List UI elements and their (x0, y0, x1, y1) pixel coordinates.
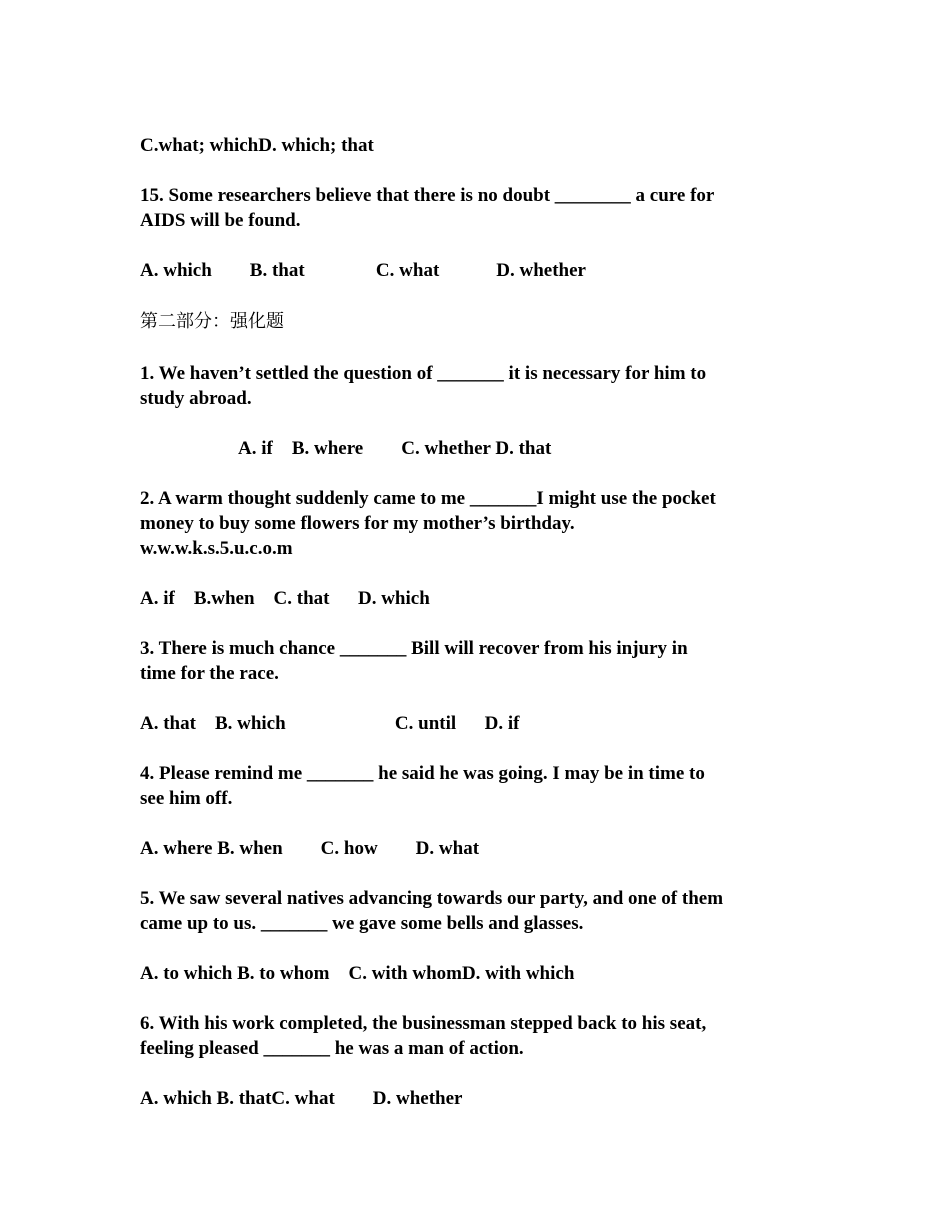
question-2-stem-line-2: money to buy some flowers for my mother’s birthday. (140, 513, 575, 534)
question-2-stem-line-3: w.w.w.k.s.5.u.c.o.m (140, 538, 293, 559)
question-5-options: A. to which B. to whom C. with whomD. with which (140, 963, 575, 984)
question-1-stem-line-1: 1. We haven’t settled the question of _______ it is necessary for him to (140, 363, 707, 384)
question-2-options: A. if B.when C. that D. which (140, 588, 430, 609)
question-15-options: A. which B. that C. what D. whether (140, 260, 586, 281)
question-4-stem-line-2: see him off. (140, 788, 233, 809)
question-4-options: A. where B. when C. how D. what (140, 838, 480, 859)
question-1-options: A. if B. where C. whether D. that (238, 438, 552, 459)
question-6-stem-line-2: feeling pleased _______ he was a man of action. (140, 1038, 524, 1059)
section-2-title: 第二部分：强化题 (140, 311, 284, 332)
question-4-stem-line-1: 4. Please remind me _______ he said he was going. I may be in time to (140, 763, 705, 784)
question-15-stem-line-1: 15. Some researchers believe that there is no doubt ________ a cure for (140, 185, 715, 206)
question-3-stem-line-2: time for the race. (140, 663, 279, 684)
question-5-stem-line-2: came up to us. _______ we gave some bells and glasses. (140, 913, 584, 934)
question-6-options: A. which B. thatC. what D. whether (140, 1088, 463, 1109)
question-1-stem-line-2: study abroad. (140, 388, 252, 409)
question-6-stem-line-1: 6. With his work completed, the businessman stepped back to his seat, (140, 1013, 707, 1034)
question-2-stem-line-1: 2. A warm thought suddenly came to me _______I might use the pocket (140, 488, 716, 509)
question-15-stem-line-2: AIDS will be found. (140, 210, 301, 231)
question-3-stem-line-1: 3. There is much chance _______ Bill will recover from his injury in (140, 638, 688, 659)
question-3-options: A. that B. which C. until D. if (140, 713, 520, 734)
question-5-stem-line-1: 5. We saw several natives advancing towards our party, and one of them (140, 888, 724, 909)
previous-question-options: C.what; whichD. which; that (140, 135, 374, 156)
